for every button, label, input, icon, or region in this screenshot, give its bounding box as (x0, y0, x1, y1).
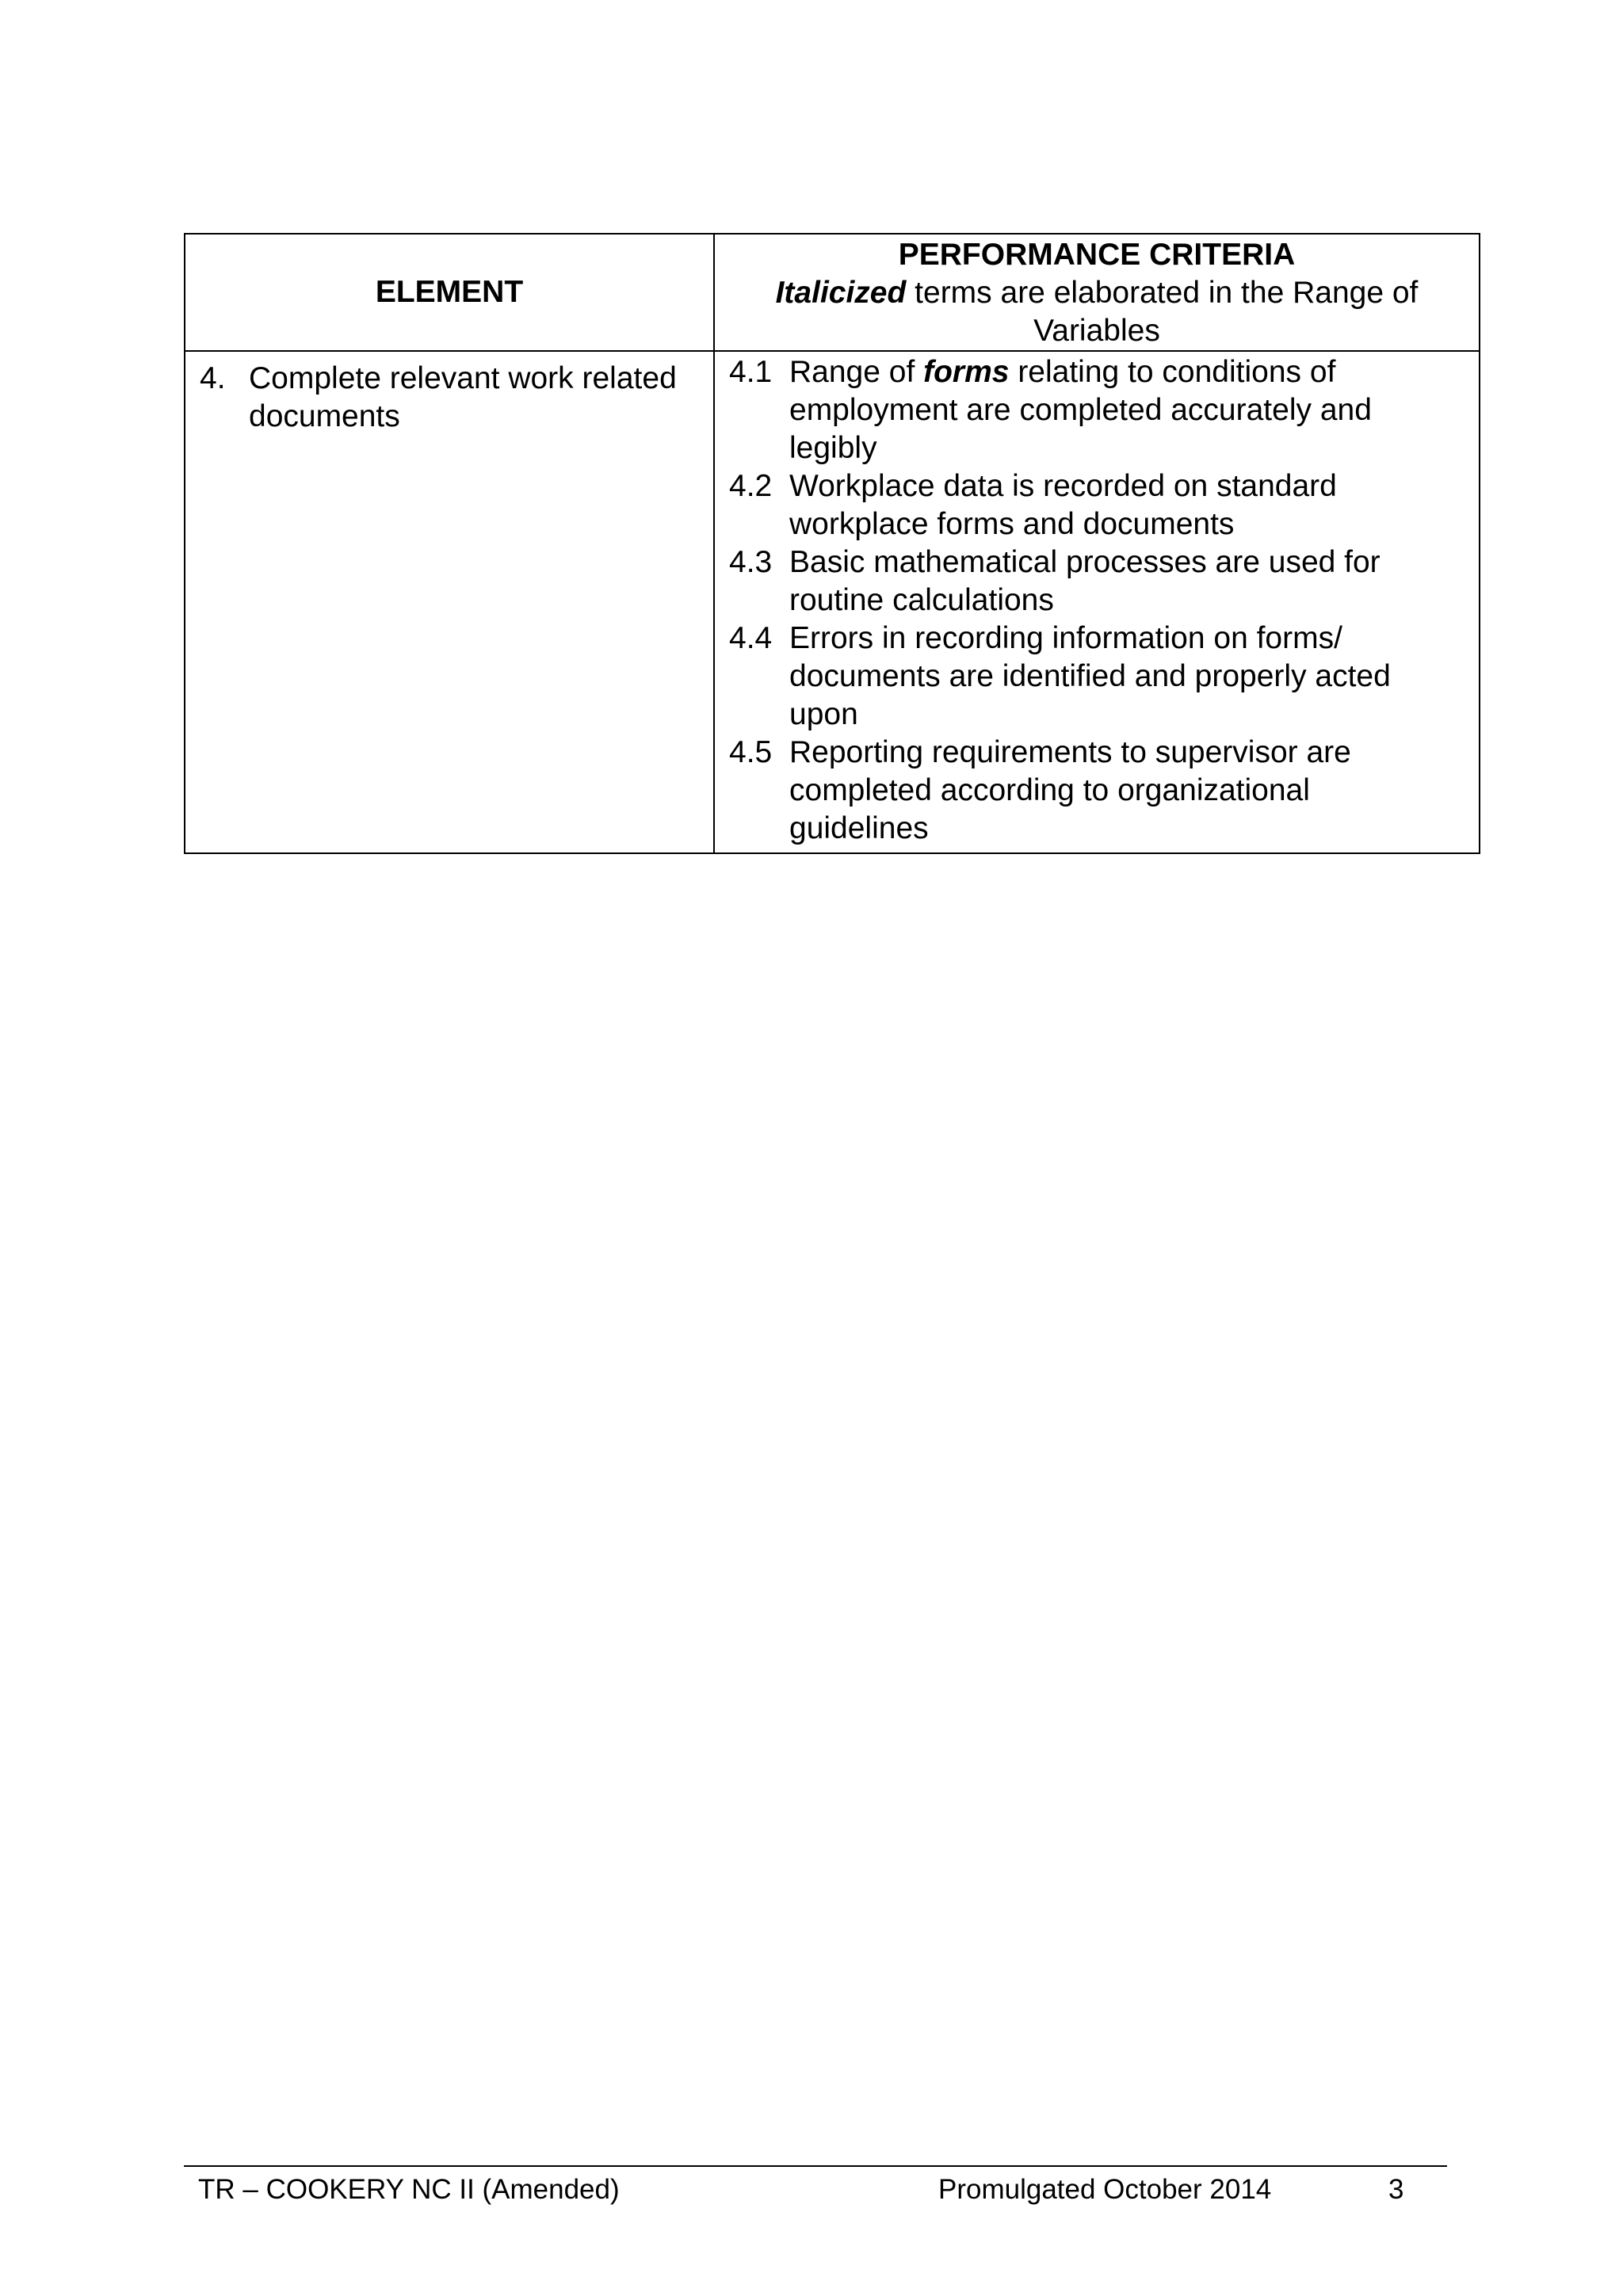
competency-table (184, 233, 1480, 854)
element-text: Complete relevant work related documents (249, 361, 677, 433)
element-header-label: ELEMENT (375, 275, 524, 309)
criteria-header (714, 234, 1480, 351)
criteria-text (789, 353, 1479, 467)
criteria-text-part: relating to conditions of employment are completed accurately and legibly (789, 355, 1372, 465)
criteria-text (789, 543, 1479, 620)
footer-divider (184, 2165, 1447, 2167)
criteria-item (729, 467, 1479, 543)
criteria-header-note-italic: Italicized (775, 276, 907, 310)
footer-promulgation-date: Promulgated October 2014 (938, 2174, 1272, 2205)
criteria-text-part: Errors in recording information on forms/ documents are identified and properly acted upon (789, 621, 1391, 731)
criteria-number: 4.3 (729, 545, 773, 579)
table-row (185, 351, 1480, 853)
criteria-text (789, 467, 1479, 543)
criteria-item (729, 734, 1479, 848)
element-item (200, 360, 713, 436)
criteria-number: 4.5 (729, 735, 773, 769)
criteria-number: 4.4 (729, 621, 773, 655)
criteria-cell (714, 351, 1480, 853)
footer-document-title: TR – COOKERY NC II (Amended) (198, 2174, 620, 2205)
element-number: 4. (200, 361, 226, 395)
criteria-number: 4.1 (729, 355, 773, 389)
criteria-item (729, 620, 1479, 734)
criteria-text (789, 620, 1479, 734)
criteria-text-part: Basic mathematical processes are used for routine calculations (789, 545, 1381, 617)
criteria-italic-term: forms (923, 355, 1010, 389)
criteria-header-note-rest: terms are elaborated in the Range of Variables (906, 276, 1419, 348)
element-cell (185, 351, 714, 853)
page-number: 3 (1388, 2174, 1404, 2205)
criteria-item (729, 353, 1479, 467)
criteria-text-part: Range of (789, 355, 924, 389)
criteria-number: 4.2 (729, 469, 773, 503)
criteria-text (789, 734, 1479, 848)
criteria-text-part: Workplace data is recorded on standard workplace forms and documents (789, 469, 1337, 541)
criteria-header-title: PERFORMANCE CRITERIA (898, 238, 1296, 272)
criteria-text-part: Reporting requirements to supervisor are completed according to organizational guidelines (789, 735, 1351, 845)
criteria-item (729, 543, 1479, 620)
table-header-row (185, 234, 1480, 351)
criteria-header-note (715, 274, 1479, 350)
element-header (185, 234, 714, 351)
